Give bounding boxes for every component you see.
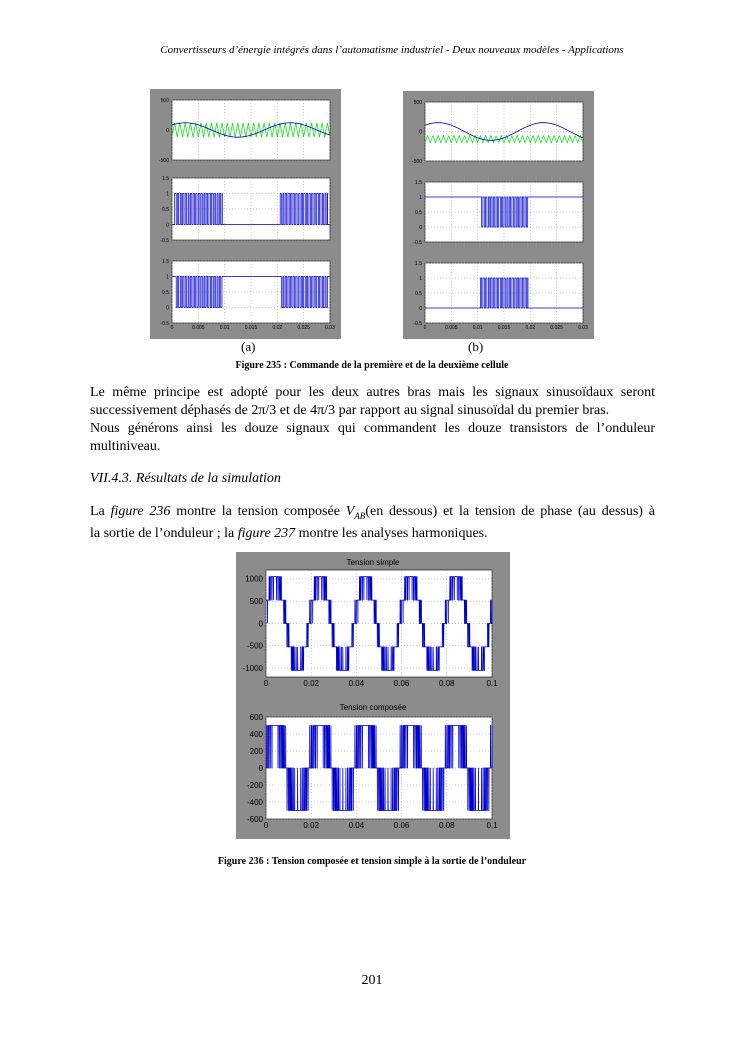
fig236-top-xtick-label: 0.08 — [439, 679, 455, 688]
fig235b-bot-ytick-label: 0 — [419, 305, 422, 312]
fig235a-bot-ytick-label: 0.5 — [162, 289, 169, 296]
fig235a-bot-ytick-label: 1.5 — [162, 258, 169, 265]
fig235b-bot-xtick-label: 0 — [423, 325, 427, 331]
fig235a-bot-xtick-label: 0.03 — [325, 325, 335, 331]
fig235b-bot-ytick-label: 1.5 — [415, 260, 422, 267]
fig235a-top-ytick-label: -500 — [158, 157, 169, 164]
figure-236-caption: Figure 236 : Tension composée et tension simple à la sortie de l’onduleur — [217, 856, 527, 867]
fig236-bot-ytick-label: 200 — [249, 746, 263, 756]
fig235b-mid-ytick-label: -0.5 — [413, 239, 422, 246]
fig235b-mid-ytick-label: 0.5 — [415, 209, 422, 216]
figure-236-ref: figure 236 — [110, 504, 171, 519]
vab-subscript: AB — [354, 510, 366, 521]
fig236-top-xtick-label: 0.06 — [393, 679, 410, 688]
fig235b-bot-xtick-label: 0.02 — [525, 325, 536, 331]
fig236-bot-ytick-label: 0 — [258, 763, 263, 773]
fig235b-bot-xtick-label: 0.025 — [550, 325, 563, 331]
paragraph-2-line-1 — [90, 503, 655, 525]
figure-235a-label: (a) — [241, 339, 256, 354]
figure-235a-panel — [150, 89, 341, 339]
fig235a-bot-xtick-label: 0.02 — [272, 325, 283, 331]
fig235b-top-ytick-label: -500 — [411, 158, 422, 165]
section-title: VII.4.3. Résultats de la simulation — [90, 471, 281, 486]
fig235a-bot-xtick-label: 0.005 — [192, 325, 205, 331]
fig236-bot-xtick-label: 0.02 — [303, 821, 319, 830]
fig235a-bot-xtick-label: 0.025 — [297, 325, 310, 331]
figure-237-ref: figure 237 — [237, 525, 296, 541]
fig235b-mid-ytick-label: 1.5 — [415, 179, 422, 186]
fig236-bot-ytick-label: -600 — [246, 814, 263, 824]
paragraph-1-line-3: Nous générons ainsi les douze signaux qui commandent les douze transistors de l’onduleur — [90, 421, 655, 436]
vab-symbol: V — [345, 504, 355, 519]
page-number: 201 — [361, 973, 383, 988]
fig236-bot-ytick-label: -400 — [246, 797, 263, 807]
fig235b-top-ytick-label: 0 — [419, 129, 422, 136]
fig236-bot-xtick-label: 0.04 — [348, 821, 365, 830]
figure-236-panel — [236, 552, 510, 839]
figure-236-svg — [236, 552, 510, 839]
fig235a-mid-ytick-label: 0 — [166, 222, 169, 229]
fig236-top-title: Tension simple — [346, 558, 400, 567]
figure-235b-panel — [403, 91, 594, 339]
fig236-top-xtick-label: 0.02 — [303, 679, 319, 688]
fig235a-bot-ytick-label: 0 — [166, 305, 169, 312]
fig236-bot-xtick-label: 0.06 — [393, 821, 410, 830]
fig236-top-ytick-label: -500 — [246, 641, 263, 651]
fig236-top-xtick-label: 0 — [263, 679, 269, 688]
fig236-top-xtick-label: 0.04 — [348, 679, 365, 688]
fig235a-mid-ytick-label: 1.5 — [162, 175, 169, 182]
p2-text-3: (en dessous) et la tension de phase (au dessus) à — [365, 504, 655, 519]
fig236-bot-xtick-label: 0.08 — [439, 821, 455, 830]
fig236-bot-xtick-label: 0.1 — [486, 821, 498, 830]
fig236-top-ytick-label: 0 — [258, 619, 263, 629]
fig235b-bot-ytick-label: 1 — [419, 275, 422, 282]
paragraph-2 — [90, 503, 655, 543]
figure-235a-svg — [150, 89, 341, 339]
fig235b-bot-ytick-label: 0.5 — [415, 290, 422, 297]
figure-235b-label: (b) — [468, 339, 484, 354]
fig235a-bot-xtick-label: 0 — [170, 325, 174, 331]
figure-235b-svg — [403, 91, 594, 339]
fig235a-bot-xtick-label: 0.01 — [219, 325, 230, 331]
fig235a-bot-ytick-label: -0.5 — [160, 320, 169, 327]
fig236-bot-ytick-label: 400 — [249, 729, 263, 739]
fig235b-bot-xtick-label: 0.005 — [445, 325, 458, 331]
paragraph-1-line-2: successivement déphasés de 2π/3 et de 4π/3 par rapport au signal sinusoïdal du premier bras. — [90, 403, 610, 418]
fig236-bot-ytick-label: 600 — [249, 712, 263, 722]
fig235a-bot-ytick-label: 1 — [166, 274, 169, 281]
p2-text-4: la sortie de l’onduleur ; la — [90, 525, 238, 541]
paragraph-2-line-2 — [90, 525, 655, 543]
fig235b-bot-xtick-label: 0.01 — [472, 325, 483, 331]
paragraph-1 — [90, 384, 655, 456]
fig235b-top-ytick-label: 500 — [413, 99, 422, 106]
figure-235-caption: Figure 235 : Commande de la première et de la deuxième cellule — [235, 360, 509, 371]
p2-text-2: montre la tension composée — [170, 504, 346, 519]
fig235b-bot-xtick-label: 0.015 — [497, 325, 511, 331]
paragraph-1-line-1: Le même principe est adopté pour les deux autres bras mais les signaux sinusoïdaux seront — [90, 385, 655, 400]
fig235b-mid-ytick-label: 0 — [419, 224, 422, 231]
fig236-top-ytick-label: 500 — [249, 597, 263, 607]
fig235a-mid-ytick-label: 0.5 — [162, 206, 169, 213]
fig236-bot-ytick-label: -200 — [246, 780, 263, 790]
fig235a-mid-ytick-label: 1 — [166, 191, 169, 198]
fig235a-top-ytick-label: 500 — [160, 97, 169, 104]
fig236-bot-title: Tension composée — [339, 703, 407, 712]
fig235b-mid-ytick-label: 1 — [419, 194, 422, 201]
fig236-top-ytick-label: -1000 — [242, 663, 263, 673]
p2-text-1: La — [90, 504, 111, 519]
fig236-bot-xtick-label: 0 — [263, 821, 269, 830]
fig235a-bot-xtick-label: 0.015 — [244, 325, 258, 331]
p2-text-5: montre les analyses harmoniques. — [295, 525, 488, 541]
fig235b-bot-ytick-label: -0.5 — [413, 320, 422, 327]
fig236-top-ytick-label: 1000 — [245, 574, 263, 584]
fig235a-mid-ytick-label: -0.5 — [160, 237, 169, 244]
running-header: Convertisseurs d’énergie intégrés dans l’automatisme industriel - Deux nouveaux modèles - Applications — [160, 44, 624, 56]
fig236-top-xtick-label: 0.1 — [486, 679, 498, 688]
fig235b-bot-xtick-label: 0.03 — [578, 325, 588, 331]
fig235a-top-ytick-label: 0 — [166, 127, 169, 134]
paragraph-1-line-4: multiniveau. — [90, 439, 161, 454]
